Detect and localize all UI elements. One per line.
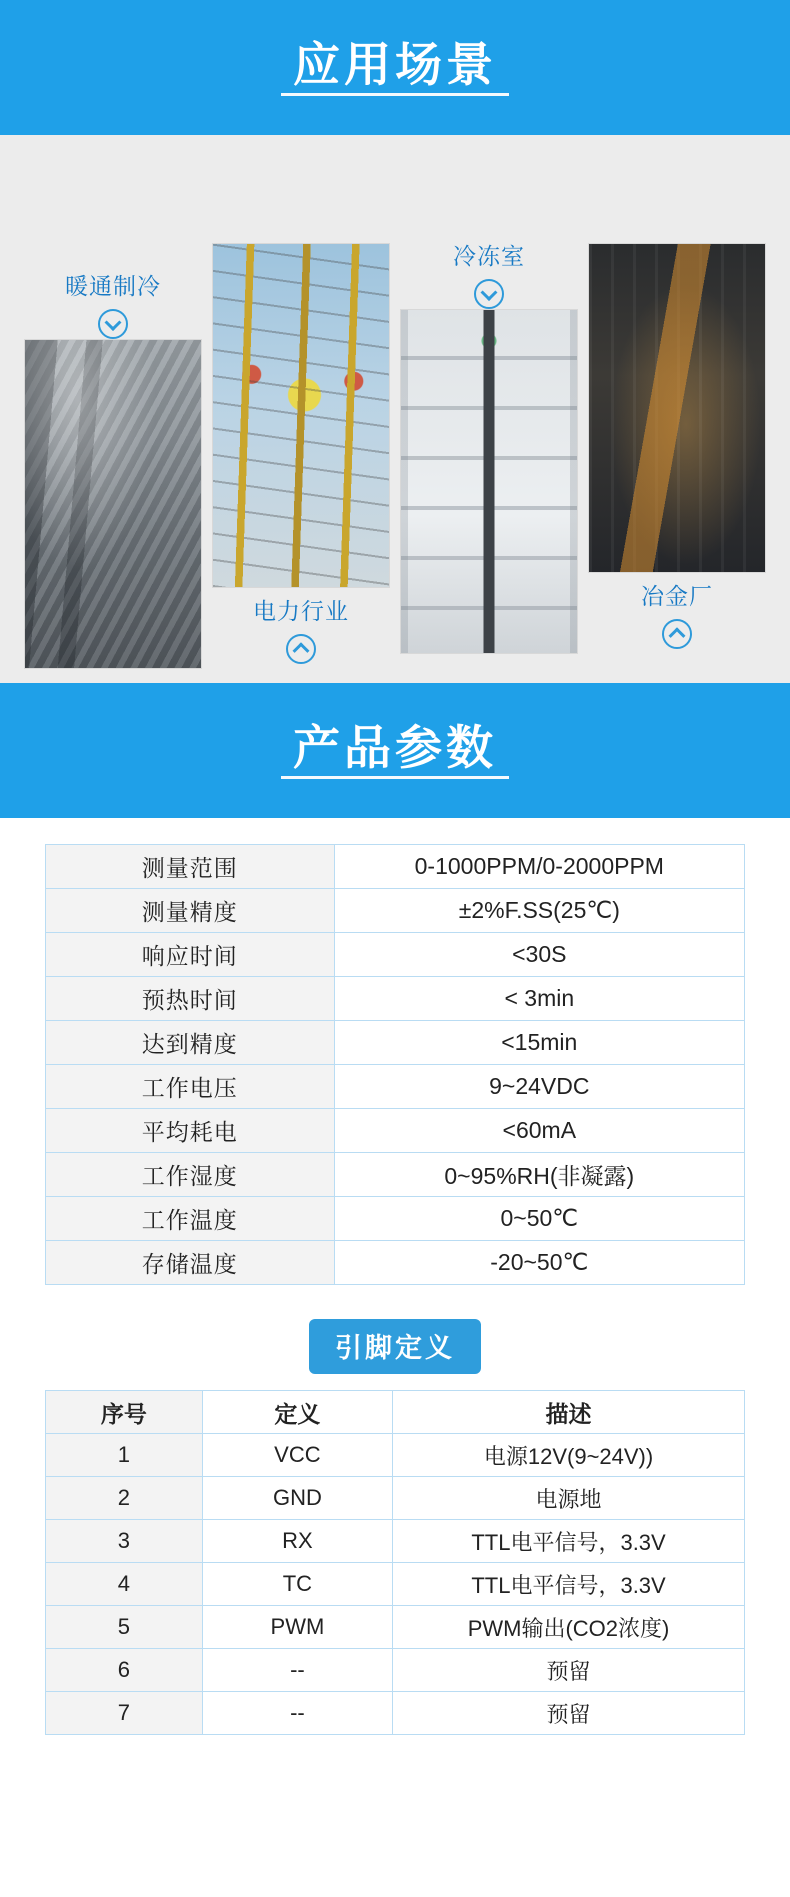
scene-image-freezer-cabinet [400,309,578,654]
pin-description: 预留 [393,1692,745,1735]
scene-item-power [212,163,390,664]
pin-no: 3 [46,1520,203,1563]
table-row [46,977,745,1021]
chevron-down-icon [98,309,128,339]
param-value: 9~24VDC [334,1065,744,1109]
table-header-row [46,1391,745,1434]
banner-inner [265,722,525,780]
table-row [46,1021,745,1065]
scene-item-metallurgy [588,163,766,649]
pin-definition: PWM [202,1606,392,1649]
table-row [46,1477,745,1520]
product-parameters-banner [0,683,790,818]
pin-no: 7 [46,1692,203,1735]
table-row [46,1153,745,1197]
pin-no: 1 [46,1434,203,1477]
table-row [46,1197,745,1241]
pin-description: TTL电平信号，3.3V [393,1520,745,1563]
param-key: 响应时间 [46,933,335,977]
scene-label: 冷冻室 [453,243,525,269]
chevron-up-icon [662,619,692,649]
pin-no: 2 [46,1477,203,1520]
table-row [46,1520,745,1563]
pin-definition: -- [202,1649,392,1692]
param-value: 0~50℃ [334,1197,744,1241]
scene-item-freezer [400,163,578,654]
table-row [46,1563,745,1606]
param-key: 工作温度 [46,1197,335,1241]
param-key: 达到精度 [46,1021,335,1065]
table-row [46,1434,745,1477]
pin-definition-table [45,1390,745,1735]
param-value: -20~50℃ [334,1241,744,1285]
pin-no: 6 [46,1649,203,1692]
param-value: <30S [334,933,744,977]
scenes-section [0,135,790,683]
column-header-description: 描述 [393,1391,745,1434]
param-key: 工作电压 [46,1065,335,1109]
scene-caption-top [24,273,202,339]
pin-description: TTL电平信号，3.3V [393,1563,745,1606]
param-value: ±2%F.SS(25℃) [334,889,744,933]
scene-label: 冶金厂 [641,583,713,609]
title-underline [281,93,510,96]
page-title: 应用场景 [293,37,497,91]
param-value: <15min [334,1021,744,1065]
table-row [46,1649,745,1692]
param-key: 工作湿度 [46,1153,335,1197]
table-row [46,1241,745,1285]
pin-definition-header [0,1319,790,1374]
scene-label: 暖通制冷 [65,273,161,299]
section-title: 产品参数 [293,720,497,774]
param-key: 测量范围 [46,845,335,889]
param-key: 存储温度 [46,1241,335,1285]
param-value: 0-1000PPM/0-2000PPM [334,845,744,889]
param-key: 预热时间 [46,977,335,1021]
param-value: < 3min [334,977,744,1021]
table-row [46,1065,745,1109]
pin-definition-section [0,1390,790,1775]
scene-caption-top [400,243,578,309]
pin-definition: TC [202,1563,392,1606]
scenes-row [24,163,766,653]
pin-definition: RX [202,1520,392,1563]
chevron-up-icon [286,634,316,664]
table-row [46,1692,745,1735]
pin-description: PWM输出(CO2浓度) [393,1606,745,1649]
column-header-definition: 定义 [202,1391,392,1434]
application-scenarios-banner [0,0,790,135]
param-key: 测量精度 [46,889,335,933]
table-row [46,1109,745,1153]
pin-no: 5 [46,1606,203,1649]
table-row [46,933,745,977]
param-value: <60mA [334,1109,744,1153]
banner-inner [265,39,525,97]
scene-item-hvac [24,163,202,669]
pin-definition: VCC [202,1434,392,1477]
pin-definition-title: 引脚定义 [309,1319,481,1374]
table-row [46,845,745,889]
scene-label: 电力行业 [253,598,349,624]
pin-description: 电源12V(9~24V)) [393,1434,745,1477]
pin-definition: GND [202,1477,392,1520]
scene-caption-bottom [212,598,390,664]
param-key: 平均耗电 [46,1109,335,1153]
pin-no: 4 [46,1563,203,1606]
pin-definition: -- [202,1692,392,1735]
param-value: 0~95%RH(非凝露) [334,1153,744,1197]
scene-image-metallurgy-plant [588,243,766,573]
parameters-table [45,844,745,1285]
scene-caption-bottom [588,583,766,649]
table-row [46,1606,745,1649]
scene-image-power-grid [212,243,390,588]
chevron-down-icon [474,279,504,309]
title-underline [281,776,510,779]
column-header-no: 序号 [46,1391,203,1434]
table-row [46,889,745,933]
pin-description: 预留 [393,1649,745,1692]
pin-description: 电源地 [393,1477,745,1520]
parameters-section [0,818,790,1285]
scene-image-industrial-pipes [24,339,202,669]
